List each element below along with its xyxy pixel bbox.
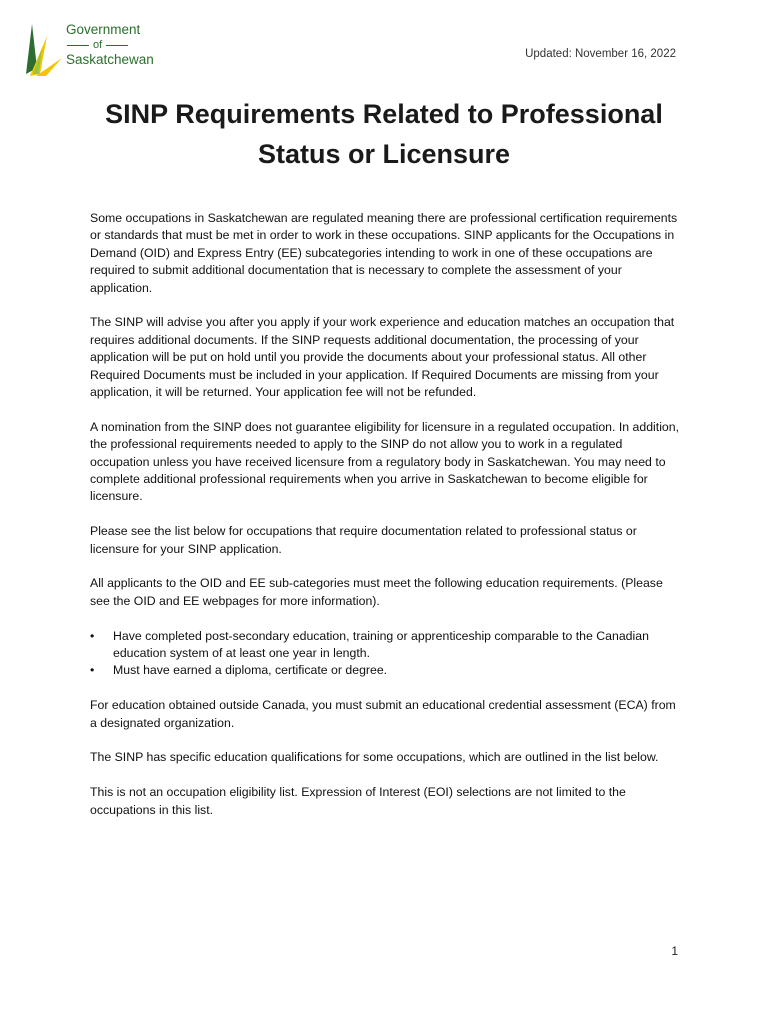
list-item <box>90 628 682 663</box>
paragraph-advise: The SINP will advise you after you apply if your work experience and education matches an occupation that requires additional documents. If the SINP requests additional documentation, the processing of your application will be put on hold until you provide the documents about your professional status. All other Required Documents must be included in your application. If Required Documents are missing from your application, it will be returned. Your application fee will not be refunded. <box>90 315 675 400</box>
list-item-text: Have completed post-secondary education, training or apprenticeship comparable to the Canadian education system of at least one year in length. <box>113 628 649 661</box>
page-number: 1 <box>671 944 678 958</box>
education-requirements-list <box>90 628 682 680</box>
paragraph-intro: Some occupations in Saskatchewan are regulated meaning there are professional certification requirements or standards that must be met in order to work in these occupations. SINP applicants for the Occupations in Demand (OID) and Express Entry (EE) subcategories intending to work in one of these occupations are required to submit additional documentation that is necessary to complete the assessment of your application. <box>90 211 678 295</box>
title-line-2: Status or Licensure <box>257 139 511 169</box>
paragraph-list-note: Please see the list below for occupations that require documentation related to professional status or licensure for your SINP application. <box>90 524 637 556</box>
logo-of-text: of <box>93 39 103 51</box>
paragraph-eca: For education obtained outside Canada, you must submit an educational credential assessment (ECA) from a designated organization. <box>90 698 676 730</box>
list-item <box>90 662 682 679</box>
updated-date: Updated: November 16, 2022 <box>525 48 676 60</box>
logo-line-government: Government <box>66 22 141 37</box>
list-item-text: Must have earned a diploma, certificate or degree. <box>113 663 388 678</box>
document-title <box>80 94 688 174</box>
paragraph-specific-qualifications: The SINP has specific education qualifications for some occupations, which are outlined in the list below. <box>90 750 659 765</box>
paragraph-education-requirements: All applicants to the OID and EE sub-categories must meet the following education requirements. (Please see the OID and EE webpages for more information). <box>90 576 663 608</box>
logo-line-saskatchewan: Saskatchewan <box>66 52 154 67</box>
wheat-icon <box>20 18 64 78</box>
government-logo <box>20 18 160 78</box>
paragraph-eligibility-disclaimer: This is not an occupation eligibility list. Expression of Interest (EOI) selections are not limited to the occupations in this list. <box>90 785 626 817</box>
bullet-icon: • <box>90 663 95 678</box>
bullet-icon: • <box>90 628 95 643</box>
logo-rule-right <box>106 45 128 46</box>
title-line-1: SINP Requirements Related to Professional <box>105 99 663 129</box>
paragraph-nomination: A nomination from the SINP does not guarantee eligibility for licensure in a regulated occupation. In addition, the professional requirements needed to apply to the SINP do not allow you to work in a regulated occupation unless you have received licensure from a regulatory body in Saskatchewan. You may need to complete additional professional requirements when you arrive in Saskatchewan to become eligible for licensure. <box>90 419 680 504</box>
logo-text <box>66 22 166 68</box>
logo-rule-left <box>67 45 89 46</box>
logo-line-of <box>66 38 166 52</box>
document-body <box>90 210 682 836</box>
